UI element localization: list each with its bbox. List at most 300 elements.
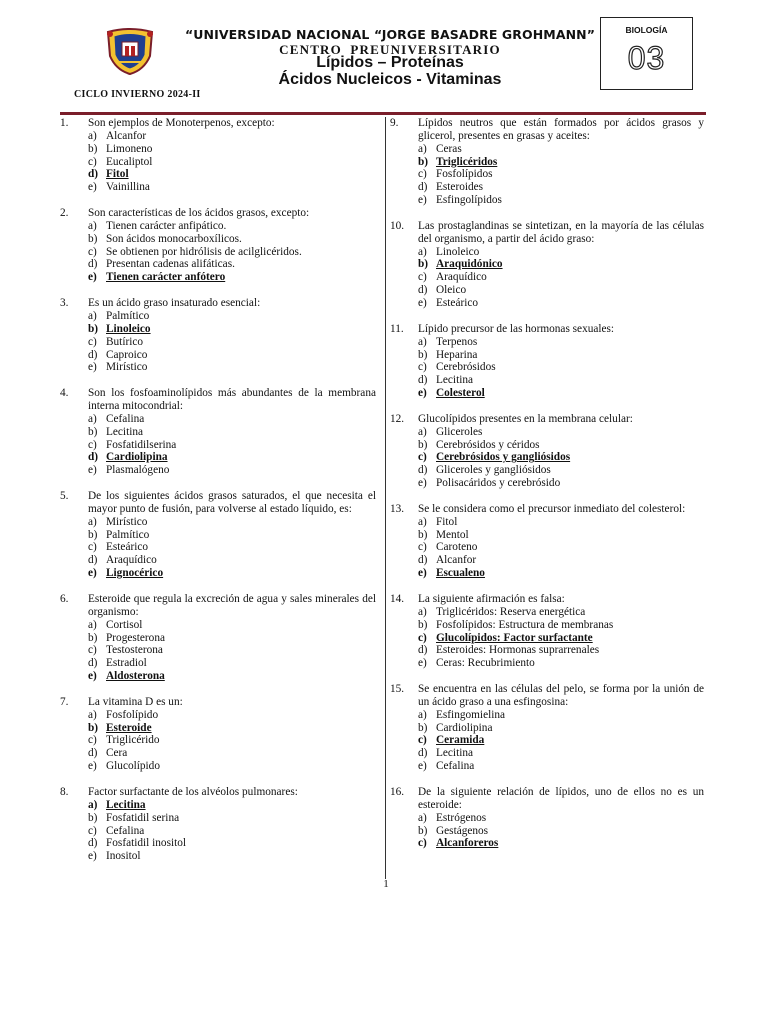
question-item <box>60 297 376 374</box>
option-letter: a) <box>418 605 427 618</box>
option-item <box>88 516 376 529</box>
option-text: Gestágenos <box>436 824 489 837</box>
option-letter: e) <box>88 567 97 580</box>
option-item <box>88 258 376 271</box>
option-letter: b) <box>88 528 98 541</box>
option-text: Cefalina <box>106 824 145 837</box>
option-list <box>60 220 376 284</box>
option-letter: c) <box>418 168 427 181</box>
option-letter: c) <box>88 335 97 348</box>
option-item <box>88 156 376 169</box>
option-letter: c) <box>418 361 427 374</box>
option-item <box>418 349 704 362</box>
page-number: 1 <box>383 878 389 890</box>
option-letter: b) <box>418 258 429 271</box>
option-item-correct <box>88 168 376 181</box>
option-text: Glucolípido <box>106 760 160 773</box>
option-letter: e) <box>418 760 427 773</box>
option-letter: e) <box>418 477 427 490</box>
option-letter: b) <box>88 811 98 824</box>
option-item <box>418 529 704 542</box>
option-item <box>418 464 704 477</box>
option-letter: d) <box>88 554 98 567</box>
option-text: Triglicérido <box>106 734 160 747</box>
option-text: Triglicéridos: Reserva energética <box>436 605 586 618</box>
option-letter: e) <box>88 361 97 374</box>
option-letter: b) <box>88 142 98 155</box>
option-text: Inositol <box>106 850 141 863</box>
option-letter: e) <box>418 657 427 670</box>
option-text: Se obtienen por hidrólisis de acilglicéridos. <box>106 245 302 258</box>
option-letter: a) <box>418 245 427 258</box>
option-letter: e) <box>88 464 97 477</box>
option-letter: a) <box>88 798 98 811</box>
option-item <box>418 426 704 439</box>
option-letter: c) <box>418 631 427 644</box>
option-item-correct <box>88 451 376 464</box>
option-item <box>418 181 704 194</box>
option-letter: d) <box>418 284 428 297</box>
option-text: Gliceroles <box>436 425 483 438</box>
option-letter: b) <box>88 721 99 734</box>
option-item <box>418 246 704 259</box>
option-letter: e) <box>418 194 427 207</box>
option-list <box>60 709 376 773</box>
option-item <box>88 747 376 760</box>
option-letter: c) <box>88 541 97 554</box>
option-letter: a) <box>418 425 427 438</box>
option-letter: b) <box>418 155 429 168</box>
option-letter: b) <box>88 232 98 245</box>
option-item <box>418 644 704 657</box>
option-letter: a) <box>88 618 97 631</box>
option-item <box>418 541 704 554</box>
option-text: Fosfatidil inositol <box>106 837 187 850</box>
option-text: Fitol <box>436 515 458 528</box>
question-item <box>390 786 704 850</box>
option-text: Ceras <box>436 142 462 155</box>
option-text: Palmítico <box>106 309 150 322</box>
option-text: Cerebrósidos y gangliósidos <box>436 451 571 464</box>
option-text: Esfingomielina <box>436 708 506 721</box>
question-text: De los siguientes ácidos grasos saturados, el que necesita el mayor punto de fusión, para volverse al estado líquido, es: <box>88 490 376 515</box>
option-text: Aldosterona <box>106 670 165 683</box>
option-text: Mirístico <box>106 515 148 528</box>
option-list <box>390 336 704 400</box>
question-item <box>60 117 376 194</box>
question-number: 4. <box>60 387 69 400</box>
university-name: “UNIVERSIDAD NACIONAL “JORGE BASADRE GROHMANN” <box>184 27 596 42</box>
option-item <box>418 606 704 619</box>
option-item <box>418 143 704 156</box>
option-text: Esteárico <box>106 541 149 554</box>
option-item <box>418 722 704 735</box>
option-letter: c) <box>88 824 97 837</box>
option-list <box>60 799 376 863</box>
option-item <box>88 619 376 632</box>
question-number: 3. <box>60 297 69 310</box>
option-list <box>60 619 376 683</box>
option-text: Terpenos <box>436 335 478 348</box>
option-item-correct <box>418 156 704 169</box>
option-text: Lecitina <box>436 374 474 387</box>
option-list <box>390 606 704 670</box>
option-letter: c) <box>88 734 97 747</box>
option-text: Caproico <box>106 348 148 361</box>
option-item <box>418 825 704 838</box>
option-letter: d) <box>88 258 98 271</box>
option-text: Ceras: Recubrimiento <box>436 657 535 670</box>
option-item-correct <box>418 567 704 580</box>
option-item-correct <box>418 632 704 645</box>
option-item <box>418 374 704 387</box>
option-item-correct <box>418 387 704 400</box>
column-divider <box>385 117 386 879</box>
option-text: Gliceroles y gangliósidos <box>436 464 551 477</box>
question-item <box>60 696 376 773</box>
option-item <box>88 554 376 567</box>
option-letter: d) <box>418 374 428 387</box>
option-item-correct <box>88 567 376 580</box>
option-text: Fosfatidilserina <box>106 438 177 451</box>
option-text: Polisacáridos y cerebrósido <box>436 477 561 490</box>
option-text: Linoleico <box>106 322 151 335</box>
option-item <box>418 709 704 722</box>
option-text: Tienen carácter anfipático. <box>106 219 227 232</box>
option-item-correct <box>88 271 376 284</box>
university-crest-icon <box>100 26 160 76</box>
option-item <box>418 516 704 529</box>
option-item <box>418 554 704 567</box>
option-item <box>418 194 704 207</box>
right-column <box>390 117 704 863</box>
option-letter: d) <box>88 747 98 760</box>
option-text: Lecitina <box>106 798 146 811</box>
question-text: La vitamina D es un: <box>88 695 183 708</box>
option-letter: c) <box>418 271 427 284</box>
option-text: Colesterol <box>436 387 485 400</box>
option-text: Limoneno <box>106 142 153 155</box>
question-text: Esteroide que regula la excreción de agua y sales minerales del organismo: <box>88 593 376 618</box>
option-letter: b) <box>418 618 428 631</box>
option-text: Cardiolipina <box>106 451 168 464</box>
option-text: Oleico <box>436 284 467 297</box>
option-text: Alcanforeros <box>436 837 499 850</box>
option-item-correct <box>88 323 376 336</box>
header-divider <box>60 112 706 115</box>
option-text: Cefalina <box>106 412 145 425</box>
option-letter: b) <box>88 425 98 438</box>
option-text: Caroteno <box>436 541 478 554</box>
option-letter: b) <box>88 322 99 335</box>
option-list <box>60 413 376 477</box>
question-text: La siguiente afirmación es falsa: <box>418 593 565 605</box>
option-letter: a) <box>418 142 427 155</box>
question-text: Lípido precursor de las hormonas sexuales: <box>418 322 615 335</box>
option-letter: e) <box>88 271 97 284</box>
option-item <box>418 297 704 310</box>
question-number: 13. <box>390 502 405 515</box>
option-item-correct <box>88 670 376 683</box>
option-letter: c) <box>418 734 427 747</box>
option-letter: c) <box>88 245 97 258</box>
option-text: Testosterona <box>106 644 163 657</box>
question-text: Factor surfactante de los alvéolos pulmonares: <box>88 785 298 798</box>
option-text: Alcanfor <box>436 554 477 567</box>
option-text: Vainillina <box>106 181 150 194</box>
question-number: 9. <box>390 117 399 129</box>
option-text: Estrógenos <box>436 811 487 824</box>
option-text: Fosfatidil serina <box>106 811 180 824</box>
question-number: 11. <box>390 322 404 335</box>
subject-badge <box>600 17 693 90</box>
option-item-correct <box>418 734 704 747</box>
question-item <box>60 593 376 683</box>
option-item <box>88 220 376 233</box>
option-letter: b) <box>418 824 428 837</box>
option-item <box>88 143 376 156</box>
option-text: Son ácidos monocarboxílicos. <box>106 232 242 245</box>
question-item <box>60 786 376 863</box>
option-item <box>88 734 376 747</box>
option-text: Fosfolípidos <box>436 168 493 181</box>
option-letter: d) <box>418 181 428 194</box>
option-item <box>88 644 376 657</box>
option-item <box>88 336 376 349</box>
option-item <box>418 812 704 825</box>
option-text: Escualeno <box>436 567 485 580</box>
option-list <box>390 812 704 851</box>
option-text: Palmítico <box>106 528 150 541</box>
option-item <box>88 464 376 477</box>
option-letter: e) <box>88 850 97 863</box>
option-letter: c) <box>418 837 427 850</box>
option-text: Fosfolípidos: Estructura de membranas <box>436 618 614 631</box>
option-item <box>418 619 704 632</box>
option-letter: d) <box>418 554 428 567</box>
option-text: Araquidónico <box>436 258 503 271</box>
option-letter: b) <box>88 631 98 644</box>
question-number: 10. <box>390 219 405 232</box>
option-item <box>88 760 376 773</box>
option-letter: a) <box>418 335 427 348</box>
option-letter: c) <box>88 438 97 451</box>
option-text: Triglicéridos <box>436 155 498 168</box>
question-number: 2. <box>60 207 69 220</box>
question-text: Son los fosfoaminolípidos más abundantes de la membrana interna mitocondrial: <box>88 387 376 413</box>
option-letter: d) <box>418 644 428 657</box>
option-text: Ceramida <box>436 734 485 747</box>
option-text: Cerebrósidos y céridos <box>436 438 540 451</box>
question-item <box>390 413 704 490</box>
option-text: Presentan cadenas alifáticas. <box>106 258 235 271</box>
document-header <box>0 0 768 120</box>
option-item <box>88 181 376 194</box>
option-text: Cardiolipina <box>436 721 493 734</box>
question-text: Son características de los ácidos grasos, excepto: <box>88 207 310 220</box>
option-letter: d) <box>88 657 98 670</box>
option-text: Mirístico <box>106 361 148 374</box>
option-item <box>418 361 704 374</box>
option-item <box>88 361 376 374</box>
option-list <box>390 709 704 773</box>
question-number: 14. <box>390 593 405 605</box>
question-item <box>390 593 704 670</box>
option-item <box>88 850 376 863</box>
option-text: Butírico <box>106 335 144 348</box>
option-item <box>88 246 376 259</box>
option-letter: a) <box>88 309 97 322</box>
option-letter: c) <box>418 451 427 464</box>
option-letter: a) <box>88 412 97 425</box>
option-letter: a) <box>88 219 97 232</box>
question-item <box>390 117 704 207</box>
question-number: 1. <box>60 117 69 129</box>
option-letter: a) <box>88 515 97 528</box>
option-item <box>88 825 376 838</box>
option-text: Cerebrósidos <box>436 361 496 374</box>
option-text: Cortisol <box>106 618 143 631</box>
option-letter: d) <box>88 348 98 361</box>
option-item <box>88 310 376 323</box>
option-item <box>88 426 376 439</box>
option-text: Linoleico <box>436 245 480 258</box>
subject-label: BIOLOGÍA <box>625 25 668 35</box>
option-text: Esteroides <box>436 181 484 194</box>
option-letter: a) <box>418 811 427 824</box>
question-number: 6. <box>60 593 69 605</box>
option-letter: e) <box>418 387 427 400</box>
question-text: Es un ácido graso insaturado esencial: <box>88 297 261 310</box>
option-text: Mentol <box>436 528 469 541</box>
option-letter: a) <box>88 129 97 142</box>
center-name: CENTRO PREUNIVERSITARIO <box>279 42 501 57</box>
question-text: Se encuentra en las células del pelo, se forma por la unión de un ácido graso a una esfingosina: <box>418 683 704 708</box>
option-text: Eucaliptol <box>106 155 153 168</box>
option-letter: e) <box>418 567 427 580</box>
option-list <box>60 130 376 194</box>
option-list <box>390 246 704 310</box>
option-item <box>88 439 376 452</box>
option-text: Cefalina <box>436 760 475 773</box>
question-number: 5. <box>60 490 69 503</box>
option-item <box>418 284 704 297</box>
question-item <box>390 220 704 310</box>
option-item <box>418 477 704 490</box>
option-list <box>60 310 376 374</box>
question-item <box>390 503 704 580</box>
option-item <box>88 837 376 850</box>
option-list <box>60 516 376 580</box>
option-text: Heparina <box>436 348 478 361</box>
option-text: Lecitina <box>436 747 474 760</box>
option-item <box>88 657 376 670</box>
option-list <box>390 143 704 207</box>
option-item <box>418 336 704 349</box>
question-number: 15. <box>390 683 405 696</box>
option-text: Lecitina <box>106 425 144 438</box>
question-item <box>390 683 704 773</box>
question-item <box>390 323 704 400</box>
option-item-correct <box>418 258 704 271</box>
option-text: Fitol <box>106 168 129 181</box>
question-text: Se le considera como el precursor inmediato del colesterol: <box>418 502 686 515</box>
option-item <box>418 271 704 284</box>
question-text: Las prostaglandinas se sintetizan, en la mayoría de las células del organismo, a partir del ácido graso: <box>418 219 704 245</box>
question-text: Lípidos neutros que están formados por ácidos grasos y glicerol, presentes en grasas y aceites: <box>418 117 704 142</box>
option-item <box>418 439 704 452</box>
option-letter: e) <box>88 760 97 773</box>
question-item <box>60 490 376 580</box>
option-text: Araquídico <box>436 271 487 284</box>
option-item <box>418 747 704 760</box>
option-letter: b) <box>418 348 428 361</box>
option-letter: e) <box>88 181 97 194</box>
option-item <box>88 632 376 645</box>
option-text: Esteroides: Hormonas suprarrenales <box>436 644 600 657</box>
option-item <box>88 812 376 825</box>
option-letter: c) <box>418 541 427 554</box>
option-item <box>418 657 704 670</box>
question-number: 7. <box>60 695 69 708</box>
option-letter: a) <box>418 515 427 528</box>
option-letter: d) <box>418 464 428 477</box>
option-text: Fosfolípido <box>106 708 159 721</box>
option-item <box>418 168 704 181</box>
option-item <box>418 760 704 773</box>
option-letter: e) <box>88 670 97 683</box>
option-text: Progesterona <box>106 631 165 644</box>
option-text: Plasmalógeno <box>106 464 170 477</box>
option-text: Tienen carácter anfótero <box>106 271 226 284</box>
option-letter: d) <box>88 168 99 181</box>
question-item <box>60 207 376 284</box>
option-letter: d) <box>88 451 99 464</box>
option-item <box>88 413 376 426</box>
option-letter: b) <box>418 438 428 451</box>
option-letter: d) <box>418 747 428 760</box>
option-letter: a) <box>418 708 427 721</box>
question-text: De la siguiente relación de lípidos, uno de ellos no es un esteroide: <box>418 785 704 811</box>
option-text: Esteroide <box>106 721 152 734</box>
option-letter: d) <box>88 837 98 850</box>
option-text: Esteárico <box>436 296 479 309</box>
option-text: Glucolípidos: Factor surfactante <box>436 631 593 644</box>
option-text: Lignocérico <box>106 567 164 580</box>
option-letter: c) <box>88 155 97 168</box>
option-item-correct <box>418 451 704 464</box>
option-item <box>88 529 376 542</box>
option-item <box>88 130 376 143</box>
unit-number: 03 <box>627 40 666 76</box>
document-title-line-1: Lípidos – Proteínas <box>316 54 464 71</box>
option-item-correct <box>418 837 704 850</box>
question-number: 12. <box>390 412 405 425</box>
option-list <box>390 426 704 490</box>
option-item-correct <box>88 722 376 735</box>
document-title-line-2: Ácidos Nucleicos - Vitaminas <box>278 71 502 88</box>
option-item <box>88 233 376 246</box>
question-number: 16. <box>390 785 405 798</box>
question-number: 8. <box>60 785 69 798</box>
option-text: Esfingolípidos <box>436 194 502 207</box>
option-letter: a) <box>88 708 97 721</box>
option-letter: e) <box>418 296 427 309</box>
option-text: Araquídico <box>106 554 157 567</box>
left-column <box>60 117 376 876</box>
option-letter: b) <box>418 721 428 734</box>
option-item <box>88 709 376 722</box>
